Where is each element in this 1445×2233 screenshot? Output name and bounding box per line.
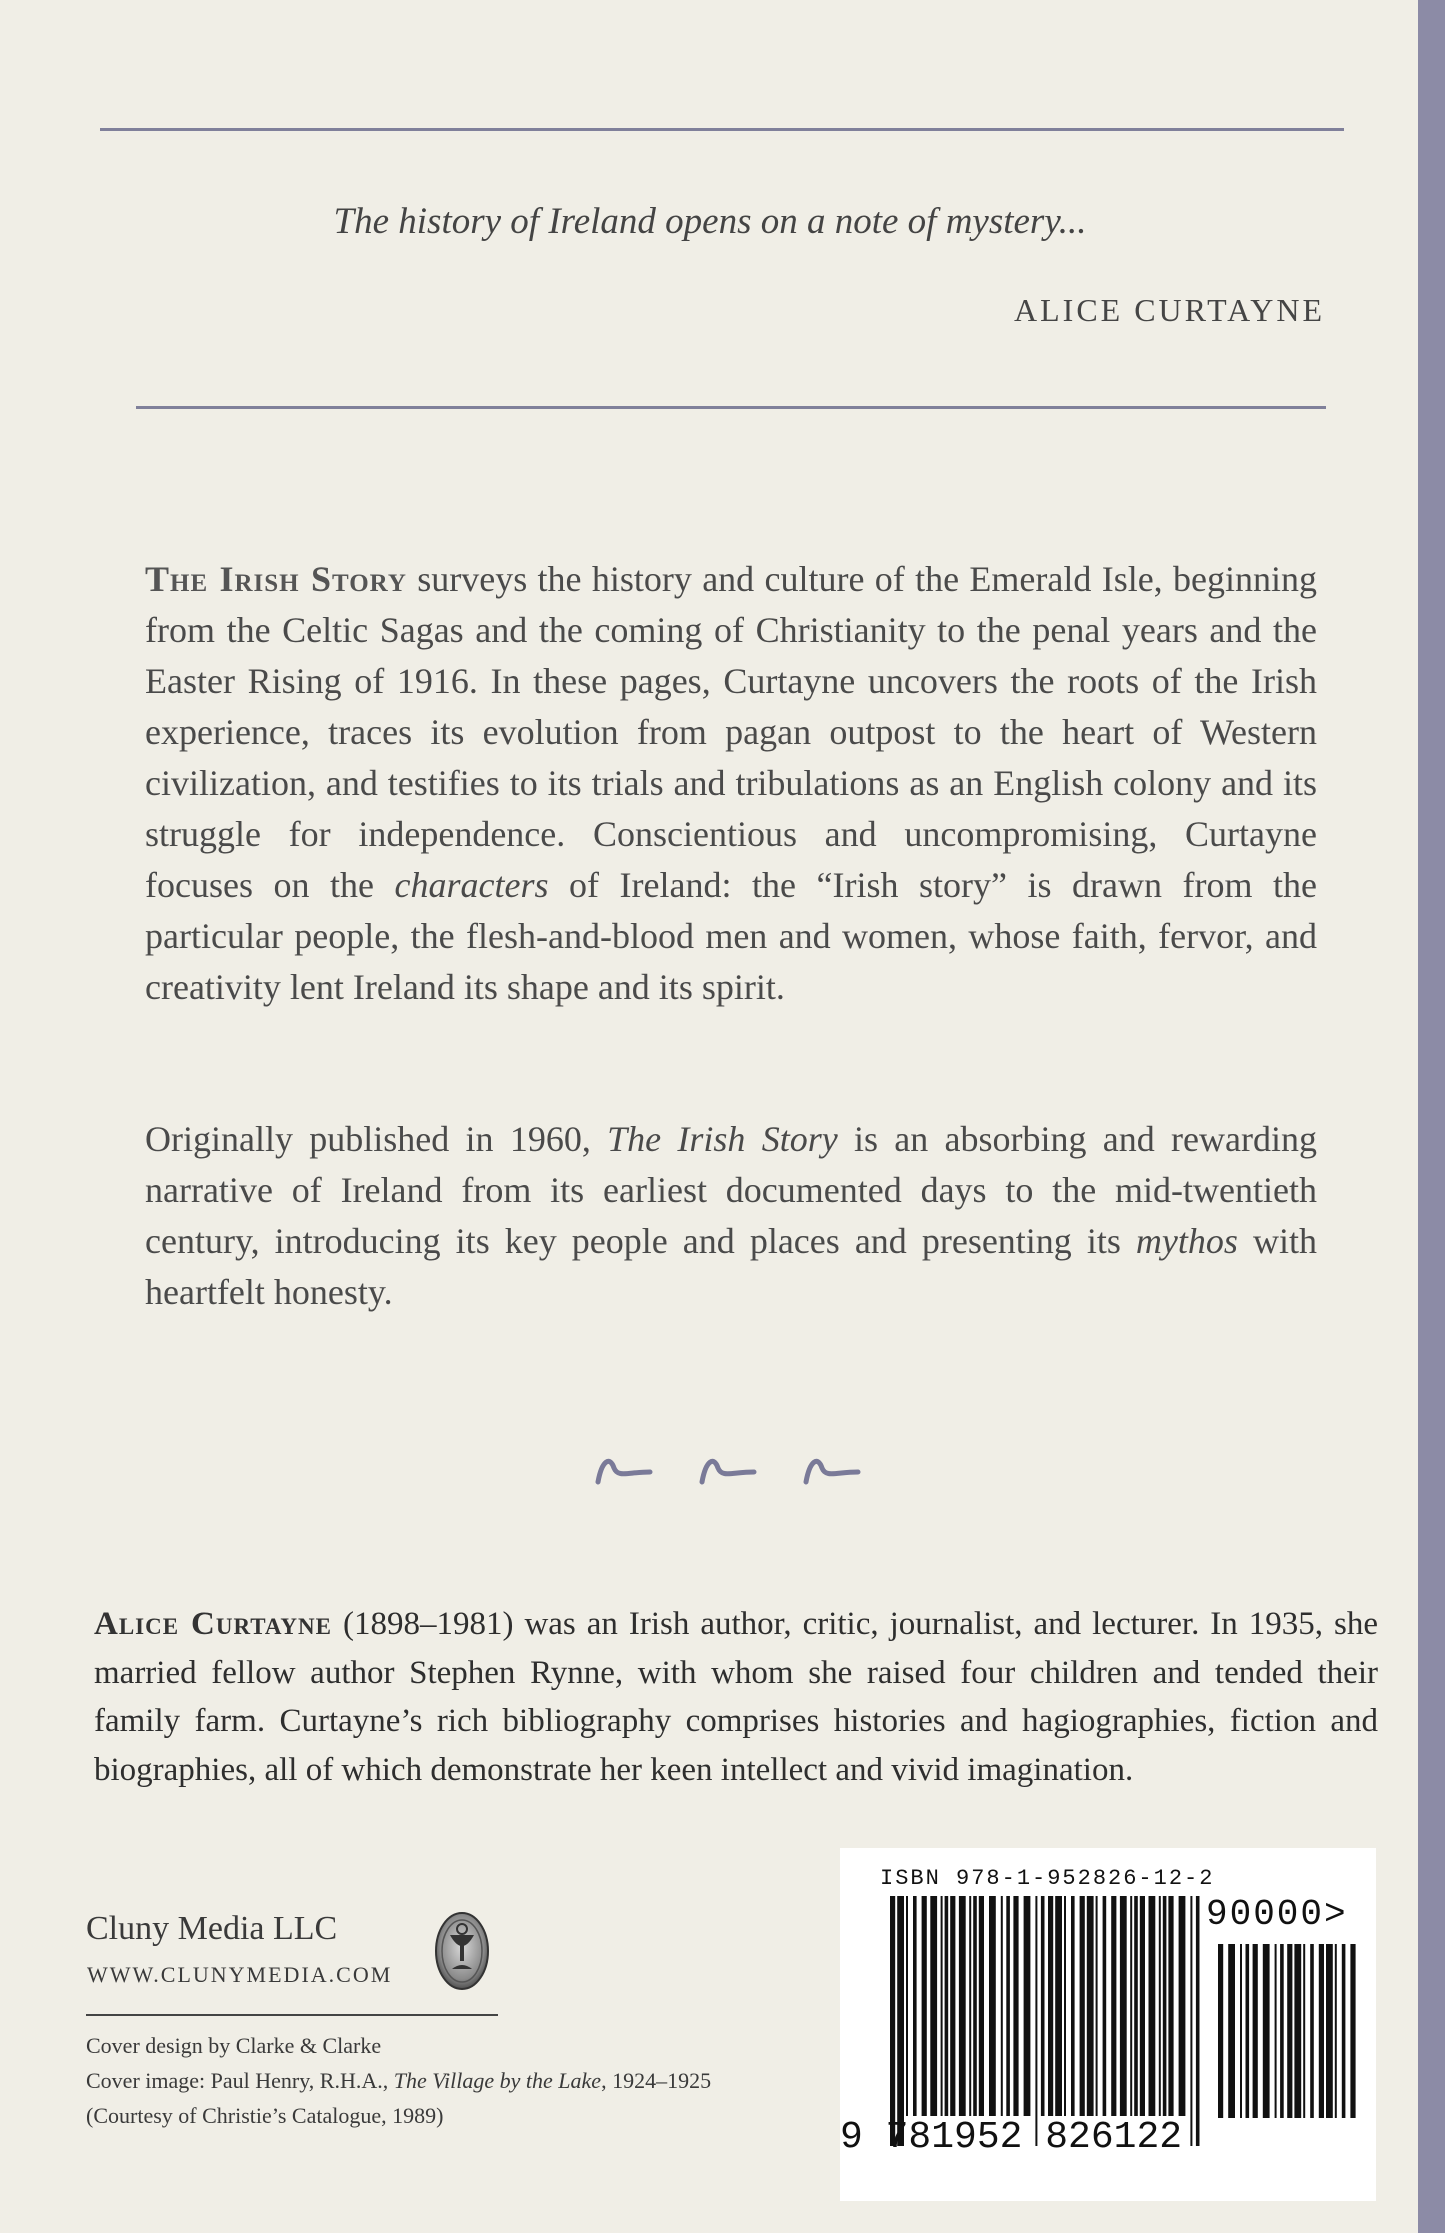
barcode-bar — [1335, 1944, 1337, 2118]
barcode-bar — [1326, 1944, 1333, 2118]
barcode-bar — [1159, 1896, 1161, 2116]
barcode-bar — [1275, 1944, 1277, 2118]
image-credit: Cover image: Paul Henry, R.H.A., The Village by the Lake, 1924–1925 — [86, 2068, 712, 2093]
bio-text: (1898–1981) was an Irish author, critic, journalist, and lecturer. In 1935, she married fellow author Stephen Rynne, with whom she raised four children and tended their family farm. Curtayne’s rich bibliography comprises histories and hagiographies, fiction and biographies, all of which demonstrate her keen intellect and vivid imagination. — [94, 1606, 1378, 1788]
barcode-bar — [979, 1896, 984, 2116]
blurb-text: of Ireland: the “Irish story” is drawn from the particular people, the flesh-and-blood men and women, whose faith, fervor, and creativity lent Ireland its shape and its spirit. — [145, 865, 1317, 1007]
barcode-bar — [1134, 1896, 1138, 2116]
barcode-addon-bars — [1192, 1944, 1362, 2148]
blurb-text: surveys the history and culture of the Emerald Isle, beginning from the Celtic Sagas and the coming of Christianity to the penal years and the Easter Rising of 1916. In these pages, Curtayne uncovers the roots of the Irish experience, traces its evolution from pagan outpost to the heart of Western civilization, and testifies to its trials and tribulations as an English colony and its struggle for independence. Conscientious and uncompromising, Curtayne focuses on the — [145, 559, 1317, 905]
barcode-bar — [1013, 1896, 1018, 2116]
barcode-digits: 9 781952 826122 — [840, 2116, 1183, 2159]
barcode-bar — [1087, 1896, 1094, 2116]
barcode-bar — [973, 1896, 977, 2116]
author-name: Alice Curtayne — [94, 1606, 332, 1642]
barcode-bar — [1103, 1896, 1107, 2116]
barcode-bar — [1218, 1944, 1223, 2118]
author-bio — [94, 1600, 1378, 1794]
barcode-bar — [1149, 1896, 1156, 2116]
barcode-bar — [1303, 1944, 1305, 2118]
barcode-bar — [1130, 1896, 1132, 2116]
barcode-bar — [1006, 1896, 1010, 2116]
publisher-name: Cluny Media LLC — [86, 1910, 338, 1947]
barcode-bar — [1246, 1944, 1250, 2118]
barcode-bar — [1096, 1896, 1098, 2116]
courtesy-credit: (Courtesy of Christie’s Catalogue, 1989) — [86, 2103, 444, 2128]
barcode-bar — [989, 1896, 996, 2116]
barcode-bar — [1263, 1944, 1270, 2118]
epigraph-quote: The history of Ireland opens on a note of mystery... — [333, 201, 1087, 242]
barcode-bar — [1163, 1896, 1167, 2116]
barcode-bar — [1287, 1944, 1292, 2118]
wave-ornament-icon — [580, 1442, 880, 1492]
barcode-bar — [969, 1896, 971, 2116]
publisher-url: WWW.CLUNYMEDIA.COM — [87, 1962, 393, 1987]
barcode-bar — [1001, 1896, 1003, 2116]
blurb-emphasis: mythos — [1135, 1221, 1238, 1261]
barcode-bar — [1253, 1944, 1258, 2118]
barcode-bar — [922, 1896, 927, 2116]
barcode-bar — [1294, 1944, 1301, 2118]
barcode-bar — [906, 1896, 908, 2116]
barcode-bar — [941, 1896, 943, 2116]
book-title: The Irish Story — [145, 559, 407, 599]
barcode-bar — [1080, 1896, 1085, 2116]
barcode-bar — [1280, 1944, 1284, 2118]
painting-title: The Village by the Lake — [393, 2068, 602, 2093]
barcode-bar — [945, 1896, 949, 2116]
barcode-bar — [1319, 1944, 1324, 2118]
barcode-bar — [1111, 1896, 1116, 2116]
barcode-main-bars — [864, 1896, 1200, 2146]
blurb-paragraph-2 — [145, 1114, 1317, 1318]
barcode-bar — [897, 1896, 904, 2146]
top-divider — [100, 128, 1344, 131]
barcode-bar — [1071, 1896, 1075, 2116]
barcode-bar — [1048, 1896, 1053, 2116]
barcode-bar — [1168, 1896, 1173, 2116]
barcode-bar — [913, 1896, 917, 2116]
isbn-barcode — [840, 1848, 1376, 2201]
barcode-bar — [930, 1896, 937, 2116]
blurb-text: with heartfelt honesty. — [145, 1221, 1317, 1312]
isbn-number: ISBN 978-1-952826-12-2 — [880, 1866, 1215, 1891]
blurb-paragraph-1 — [145, 554, 1317, 1013]
chalice-seal-icon — [434, 1911, 490, 1991]
barcode-bar — [1041, 1896, 1045, 2116]
blurb-text: Originally published in 1960, — [145, 1119, 608, 1159]
barcode-bar — [1120, 1896, 1127, 2116]
credits-divider — [86, 2014, 498, 2016]
cover-credits — [86, 2028, 826, 2133]
barcode-bar — [890, 1896, 895, 2146]
spine-stripe — [1418, 0, 1445, 2233]
barcode-bar — [1228, 1944, 1235, 2118]
blurb-emphasis: characters — [394, 865, 549, 905]
price-code: 90000> — [1206, 1894, 1348, 1935]
blurb-text: is an absorbing and rewarding narrative of Ireland from its earliest documented days to the mid-twentieth century, introducing its key people and places and presenting its — [145, 1119, 1317, 1261]
epigraph-divider — [136, 406, 1326, 409]
barcode-bar — [959, 1896, 966, 2116]
barcode-bar — [1310, 1944, 1314, 2118]
book-title-italic: The Irish Story — [607, 1119, 838, 1159]
design-credit: Cover design by Clarke & Clarke — [86, 2033, 382, 2058]
barcode-bar — [1179, 1896, 1186, 2116]
barcode-bar — [1064, 1896, 1066, 2116]
epigraph-attribution: ALICE CURTAYNE — [1014, 292, 1325, 328]
barcode-bar — [1024, 1896, 1031, 2116]
barcode-bar — [1055, 1896, 1062, 2116]
barcode-bar — [1140, 1896, 1145, 2116]
barcode-bar — [1035, 1896, 1037, 2146]
barcode-bar — [950, 1896, 955, 2116]
barcode-bar — [1350, 1944, 1355, 2118]
barcode-bar — [1342, 1944, 1346, 2118]
barcode-bar — [1240, 1944, 1242, 2118]
